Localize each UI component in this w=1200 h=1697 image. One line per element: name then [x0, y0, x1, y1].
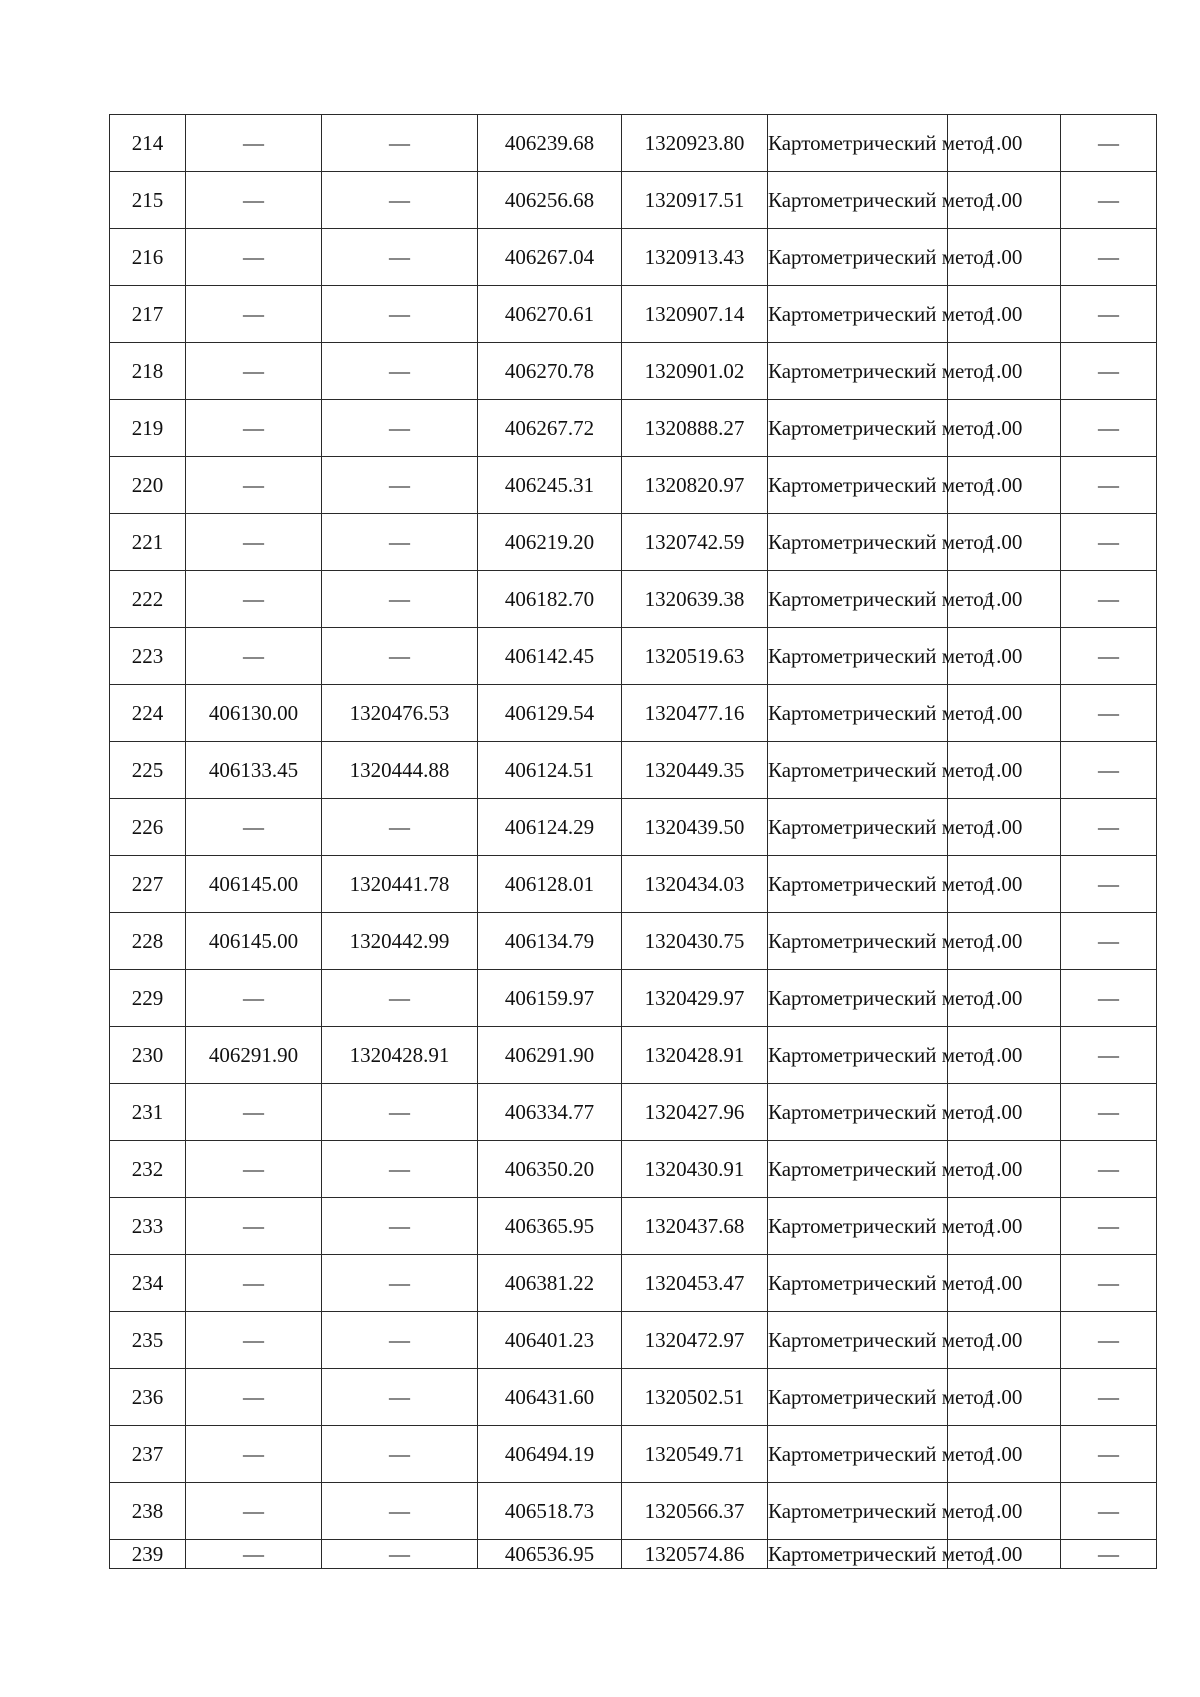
existing-x-cell: 406291.90 — [186, 1027, 322, 1084]
existing-y-cell: 1320442.99 — [322, 913, 478, 970]
point-number-cell: 218 — [110, 343, 186, 400]
existing-y-cell: — — [322, 1426, 478, 1483]
existing-x-cell: 406145.00 — [186, 913, 322, 970]
accuracy-cell: 1.00 — [948, 1312, 1061, 1369]
method-cell: Картометрический метод — [768, 115, 948, 172]
description-cell: — — [1061, 970, 1157, 1027]
point-number-cell: 227 — [110, 856, 186, 913]
accuracy-cell: 1.00 — [948, 457, 1061, 514]
existing-x-cell: — — [186, 1540, 322, 1569]
refined-x-cell: 406270.78 — [478, 343, 622, 400]
table-row — [110, 970, 1157, 1027]
refined-x-cell: 406124.29 — [478, 799, 622, 856]
refined-y-cell: 1320453.47 — [622, 1255, 768, 1312]
existing-y-cell: — — [322, 1369, 478, 1426]
table-row — [110, 1483, 1157, 1540]
point-number-cell: 222 — [110, 571, 186, 628]
description-cell: — — [1061, 1084, 1157, 1141]
refined-x-cell: 406129.54 — [478, 685, 622, 742]
point-number-cell: 239 — [110, 1540, 186, 1569]
existing-y-cell: 1320428.91 — [322, 1027, 478, 1084]
table-row — [110, 229, 1157, 286]
table-row — [110, 856, 1157, 913]
existing-y-cell: — — [322, 343, 478, 400]
existing-y-cell: — — [322, 628, 478, 685]
description-cell: — — [1061, 457, 1157, 514]
table-row — [110, 799, 1157, 856]
accuracy-cell: 1.00 — [948, 1255, 1061, 1312]
refined-y-cell: 1320742.59 — [622, 514, 768, 571]
accuracy-cell: 1.00 — [948, 172, 1061, 229]
method-cell: Картометрический метод — [768, 1426, 948, 1483]
point-number-cell: 237 — [110, 1426, 186, 1483]
existing-y-cell: — — [322, 799, 478, 856]
document-page — [109, 114, 1156, 1569]
accuracy-cell: 1.00 — [948, 1426, 1061, 1483]
existing-y-cell: — — [322, 514, 478, 571]
refined-y-cell: 1320428.91 — [622, 1027, 768, 1084]
accuracy-cell: 1.00 — [948, 799, 1061, 856]
existing-x-cell: — — [186, 514, 322, 571]
refined-y-cell: 1320901.02 — [622, 343, 768, 400]
coordinates-table — [109, 114, 1157, 1569]
refined-y-cell: 1320429.97 — [622, 970, 768, 1027]
accuracy-cell: 1.00 — [948, 856, 1061, 913]
point-number-cell: 232 — [110, 1141, 186, 1198]
description-cell: — — [1061, 1198, 1157, 1255]
point-number-cell: 215 — [110, 172, 186, 229]
table-row — [110, 1255, 1157, 1312]
existing-x-cell: — — [186, 1255, 322, 1312]
refined-x-cell: 406334.77 — [478, 1084, 622, 1141]
table-row — [110, 172, 1157, 229]
refined-x-cell: 406245.31 — [478, 457, 622, 514]
method-cell: Картометрический метод — [768, 1255, 948, 1312]
method-cell: Картометрический метод — [768, 571, 948, 628]
table-row — [110, 742, 1157, 799]
accuracy-cell: 1.00 — [948, 400, 1061, 457]
existing-y-cell: — — [322, 1084, 478, 1141]
description-cell: — — [1061, 1369, 1157, 1426]
accuracy-cell: 1.00 — [948, 1369, 1061, 1426]
table-row — [110, 115, 1157, 172]
existing-y-cell: 1320476.53 — [322, 685, 478, 742]
method-cell: Картометрический метод — [768, 799, 948, 856]
accuracy-cell: 1.00 — [948, 343, 1061, 400]
existing-x-cell: — — [186, 970, 322, 1027]
point-number-cell: 224 — [110, 685, 186, 742]
refined-x-cell: 406134.79 — [478, 913, 622, 970]
description-cell: — — [1061, 1027, 1157, 1084]
table-row — [110, 286, 1157, 343]
table-row — [110, 1540, 1157, 1569]
accuracy-cell: 1.00 — [948, 1141, 1061, 1198]
refined-y-cell: 1320519.63 — [622, 628, 768, 685]
accuracy-cell: 1.00 — [948, 286, 1061, 343]
table-row — [110, 628, 1157, 685]
method-cell: Картометрический метод — [768, 1141, 948, 1198]
refined-x-cell: 406350.20 — [478, 1141, 622, 1198]
refined-x-cell: 406182.70 — [478, 571, 622, 628]
table-row — [110, 1312, 1157, 1369]
refined-x-cell: 406256.68 — [478, 172, 622, 229]
existing-x-cell: — — [186, 115, 322, 172]
accuracy-cell: 1.00 — [948, 1027, 1061, 1084]
description-cell: — — [1061, 1426, 1157, 1483]
method-cell: Картометрический метод — [768, 172, 948, 229]
existing-y-cell: — — [322, 970, 478, 1027]
point-number-cell: 226 — [110, 799, 186, 856]
refined-x-cell: 406431.60 — [478, 1369, 622, 1426]
table-row — [110, 457, 1157, 514]
method-cell: Картометрический метод — [768, 913, 948, 970]
description-cell: — — [1061, 172, 1157, 229]
refined-y-cell: 1320549.71 — [622, 1426, 768, 1483]
accuracy-cell: 1.00 — [948, 685, 1061, 742]
refined-x-cell: 406381.22 — [478, 1255, 622, 1312]
accuracy-cell: 1.00 — [948, 970, 1061, 1027]
point-number-cell: 216 — [110, 229, 186, 286]
point-number-cell: 230 — [110, 1027, 186, 1084]
description-cell: — — [1061, 1540, 1157, 1569]
method-cell: Картометрический метод — [768, 1084, 948, 1141]
description-cell: — — [1061, 1312, 1157, 1369]
point-number-cell: 229 — [110, 970, 186, 1027]
point-number-cell: 219 — [110, 400, 186, 457]
refined-x-cell: 406536.95 — [478, 1540, 622, 1569]
description-cell: — — [1061, 742, 1157, 799]
description-cell: — — [1061, 1255, 1157, 1312]
refined-y-cell: 1320434.03 — [622, 856, 768, 913]
existing-y-cell: — — [322, 457, 478, 514]
accuracy-cell: 1.00 — [948, 229, 1061, 286]
table-row — [110, 400, 1157, 457]
refined-x-cell: 406365.95 — [478, 1198, 622, 1255]
description-cell: — — [1061, 685, 1157, 742]
refined-x-cell: 406291.90 — [478, 1027, 622, 1084]
existing-x-cell: — — [186, 400, 322, 457]
refined-x-cell: 406267.04 — [478, 229, 622, 286]
table-row — [110, 571, 1157, 628]
refined-x-cell: 406494.19 — [478, 1426, 622, 1483]
existing-x-cell: — — [186, 799, 322, 856]
point-number-cell: 238 — [110, 1483, 186, 1540]
table-row — [110, 685, 1157, 742]
existing-y-cell: — — [322, 1540, 478, 1569]
refined-x-cell: 406219.20 — [478, 514, 622, 571]
existing-x-cell: — — [186, 286, 322, 343]
refined-y-cell: 1320913.43 — [622, 229, 768, 286]
accuracy-cell: 1.00 — [948, 1084, 1061, 1141]
accuracy-cell: 1.00 — [948, 1483, 1061, 1540]
existing-y-cell: — — [322, 1483, 478, 1540]
description-cell: — — [1061, 514, 1157, 571]
description-cell: — — [1061, 229, 1157, 286]
table-body — [110, 115, 1157, 1569]
existing-y-cell: — — [322, 1312, 478, 1369]
description-cell: — — [1061, 115, 1157, 172]
method-cell: Картометрический метод — [768, 514, 948, 571]
accuracy-cell: 1.00 — [948, 571, 1061, 628]
existing-y-cell: — — [322, 571, 478, 628]
method-cell: Картометрический метод — [768, 286, 948, 343]
existing-y-cell: — — [322, 172, 478, 229]
accuracy-cell: 1.00 — [948, 514, 1061, 571]
refined-x-cell: 406401.23 — [478, 1312, 622, 1369]
description-cell: — — [1061, 571, 1157, 628]
refined-y-cell: 1320439.50 — [622, 799, 768, 856]
description-cell: — — [1061, 799, 1157, 856]
table-row — [110, 1141, 1157, 1198]
existing-x-cell: — — [186, 1084, 322, 1141]
point-number-cell: 228 — [110, 913, 186, 970]
table-row — [110, 514, 1157, 571]
refined-y-cell: 1320427.96 — [622, 1084, 768, 1141]
refined-y-cell: 1320923.80 — [622, 115, 768, 172]
existing-x-cell: — — [186, 1312, 322, 1369]
method-cell: Картометрический метод — [768, 1369, 948, 1426]
point-number-cell: 217 — [110, 286, 186, 343]
refined-y-cell: 1320888.27 — [622, 400, 768, 457]
refined-y-cell: 1320907.14 — [622, 286, 768, 343]
refined-y-cell: 1320574.86 — [622, 1540, 768, 1569]
description-cell: — — [1061, 628, 1157, 685]
method-cell: Картометрический метод — [768, 628, 948, 685]
existing-x-cell: 406133.45 — [186, 742, 322, 799]
method-cell: Картометрический метод — [768, 742, 948, 799]
refined-x-cell: 406128.01 — [478, 856, 622, 913]
point-number-cell: 223 — [110, 628, 186, 685]
existing-x-cell: — — [186, 343, 322, 400]
existing-y-cell: — — [322, 229, 478, 286]
refined-x-cell: 406270.61 — [478, 286, 622, 343]
method-cell: Картометрический метод — [768, 856, 948, 913]
method-cell: Картометрический метод — [768, 1198, 948, 1255]
refined-x-cell: 406518.73 — [478, 1483, 622, 1540]
refined-x-cell: 406267.72 — [478, 400, 622, 457]
description-cell: — — [1061, 286, 1157, 343]
existing-x-cell: — — [186, 1141, 322, 1198]
refined-y-cell: 1320820.97 — [622, 457, 768, 514]
refined-y-cell: 1320566.37 — [622, 1483, 768, 1540]
existing-x-cell: — — [186, 1369, 322, 1426]
description-cell: — — [1061, 913, 1157, 970]
description-cell: — — [1061, 1483, 1157, 1540]
table-row — [110, 343, 1157, 400]
existing-x-cell: 406130.00 — [186, 685, 322, 742]
refined-y-cell: 1320917.51 — [622, 172, 768, 229]
existing-x-cell: — — [186, 1426, 322, 1483]
refined-y-cell: 1320472.97 — [622, 1312, 768, 1369]
point-number-cell: 214 — [110, 115, 186, 172]
refined-x-cell: 406142.45 — [478, 628, 622, 685]
description-cell: — — [1061, 343, 1157, 400]
refined-y-cell: 1320639.38 — [622, 571, 768, 628]
method-cell: Картометрический метод — [768, 400, 948, 457]
refined-y-cell: 1320430.91 — [622, 1141, 768, 1198]
existing-y-cell: 1320441.78 — [322, 856, 478, 913]
existing-y-cell: — — [322, 1255, 478, 1312]
table-row — [110, 1084, 1157, 1141]
accuracy-cell: 1.00 — [948, 1198, 1061, 1255]
existing-y-cell: — — [322, 286, 478, 343]
point-number-cell: 220 — [110, 457, 186, 514]
point-number-cell: 225 — [110, 742, 186, 799]
existing-x-cell: — — [186, 571, 322, 628]
method-cell: Картометрический метод — [768, 685, 948, 742]
description-cell: — — [1061, 856, 1157, 913]
existing-x-cell: — — [186, 172, 322, 229]
point-number-cell: 221 — [110, 514, 186, 571]
point-number-cell: 231 — [110, 1084, 186, 1141]
point-number-cell: 235 — [110, 1312, 186, 1369]
refined-x-cell: 406159.97 — [478, 970, 622, 1027]
refined-y-cell: 1320430.75 — [622, 913, 768, 970]
existing-y-cell: 1320444.88 — [322, 742, 478, 799]
accuracy-cell: 1.00 — [948, 115, 1061, 172]
method-cell: Картометрический метод — [768, 970, 948, 1027]
method-cell: Картометрический метод — [768, 1540, 948, 1569]
refined-x-cell: 406239.68 — [478, 115, 622, 172]
method-cell: Картометрический метод — [768, 1027, 948, 1084]
point-number-cell: 234 — [110, 1255, 186, 1312]
accuracy-cell: 1.00 — [948, 913, 1061, 970]
accuracy-cell: 1.00 — [948, 1540, 1061, 1569]
table-row — [110, 913, 1157, 970]
existing-y-cell: — — [322, 400, 478, 457]
refined-y-cell: 1320477.16 — [622, 685, 768, 742]
description-cell: — — [1061, 1141, 1157, 1198]
existing-y-cell: — — [322, 1198, 478, 1255]
method-cell: Картометрический метод — [768, 457, 948, 514]
method-cell: Картометрический метод — [768, 343, 948, 400]
accuracy-cell: 1.00 — [948, 742, 1061, 799]
existing-x-cell: — — [186, 628, 322, 685]
table-row — [110, 1426, 1157, 1483]
method-cell: Картометрический метод — [768, 1312, 948, 1369]
existing-x-cell: — — [186, 457, 322, 514]
refined-y-cell: 1320449.35 — [622, 742, 768, 799]
refined-x-cell: 406124.51 — [478, 742, 622, 799]
accuracy-cell: 1.00 — [948, 628, 1061, 685]
table-row — [110, 1027, 1157, 1084]
refined-y-cell: 1320502.51 — [622, 1369, 768, 1426]
point-number-cell: 236 — [110, 1369, 186, 1426]
existing-y-cell: — — [322, 1141, 478, 1198]
existing-x-cell: — — [186, 1483, 322, 1540]
point-number-cell: 233 — [110, 1198, 186, 1255]
method-cell: Картометрический метод — [768, 229, 948, 286]
description-cell: — — [1061, 400, 1157, 457]
method-cell: Картометрический метод — [768, 1483, 948, 1540]
existing-x-cell: 406145.00 — [186, 856, 322, 913]
existing-x-cell: — — [186, 1198, 322, 1255]
refined-y-cell: 1320437.68 — [622, 1198, 768, 1255]
table-row — [110, 1198, 1157, 1255]
table-row — [110, 1369, 1157, 1426]
existing-y-cell: — — [322, 115, 478, 172]
existing-x-cell: — — [186, 229, 322, 286]
